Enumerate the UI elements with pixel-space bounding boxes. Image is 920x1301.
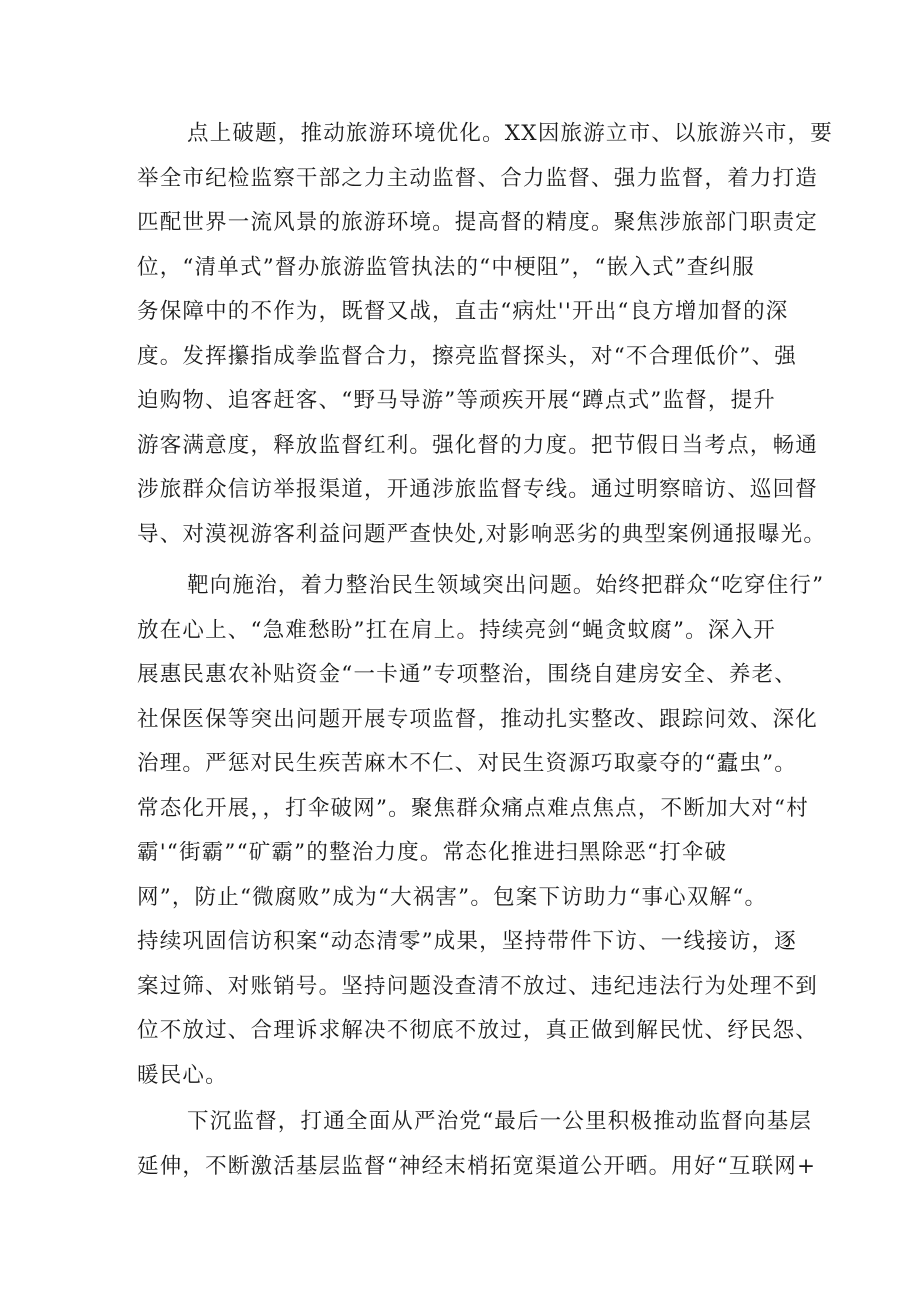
text-line: 游客满意度，释放监督红利。强化督的力度。把节假日当考点，畅通	[137, 432, 819, 458]
text-line: 点上破题，推动旅游环境优化。XX因旅游立市、以旅游兴市，要	[187, 121, 833, 146]
text-line: 迫购物、追客赶客、“野马导游”等顽疾开展“蹲点式”监督，提升	[137, 388, 776, 413]
paragraph-livelihood-issues	[137, 564, 825, 1098]
text-line: 社保医保等突出问题开展专项监督，推动扎实整改、跟踪问效、深化	[137, 706, 819, 732]
text-line: 匹配世界一流风景的旅游环境。提高督的精度。聚焦涉旅部门职责定	[137, 210, 819, 235]
paragraph-tourism-environment	[137, 112, 833, 557]
text-line: 延伸，不断激活基层监督“神经末梢拓宽渠道公开晒。用好“互联网+	[137, 1153, 817, 1179]
text-line: 位，“清单式”督办旅游监管执法的“中梗阻”，“嵌入式”查纠服	[137, 254, 755, 280]
text-line: 靶向施治，着力整治民生领域突出问题。始终把群众“吃穿住行”	[187, 573, 825, 598]
text-line: 务保障中的不作为，既督又战，直击“病灶''开出“良方增加督的深	[137, 299, 789, 324]
text-line: 案过筛、对账销号。坚持问题没查清不放过、违纪违法行为处理不到	[137, 973, 819, 999]
text-line: 涉旅群众信访举报渠道，开通涉旅监督专线。通过明察暗访、巡回督	[137, 477, 819, 502]
text-line: 展惠民惠农补贴资金“一卡通”专项整治，围绕自建房安全、养老、	[137, 662, 797, 687]
text-line: 常态化开展，，打伞破网”。聚焦群众痛点难点焦点，不断加大对“村	[137, 795, 809, 821]
text-line: 网”，防止“微腐败”成为“大祸害”。包案下访助力“事心双解“。	[137, 884, 768, 910]
paragraph-grassroots-supervision	[137, 1100, 817, 1189]
text-line: 霸'“街霸”“矿霸”的整治力度。常态化推进扫黑除恶“打伞破	[137, 840, 728, 865]
text-line: 治理。严惩对民生疾苦麻木不仁、对民生资源巧取豪夺的“蠹虫”。	[137, 751, 797, 776]
text-line: 暖民心。	[137, 1062, 228, 1088]
text-line: 持续巩固信访积案“动态清零”成果，坚持带件下访、一线接访，逐	[137, 929, 797, 954]
text-line: 举全市纪检监察干部之力主动监督、合力监督、强力监督，着力打造	[137, 165, 819, 191]
text-line: 下沉监督，打通全面从严治党“最后一公里积极推动监督向基层	[187, 1109, 813, 1134]
text-line: 位不放过、合理诉求解决不彻底不放过，真正做到解民忧、纾民怨、	[137, 1018, 819, 1043]
text-line: 放在心上、“急难愁盼”扛在肩上。持续亮剑“蝇贪蚊腐”。深入开	[137, 617, 776, 643]
text-line: 导、对漠视游客利益问题严查快处,对影响恶劣的典型案例通报曝光。	[137, 521, 827, 547]
text-line: 度。发挥攥指成拳监督合力，擦亮监督探头，对“不合理低价”、强	[137, 343, 797, 369]
